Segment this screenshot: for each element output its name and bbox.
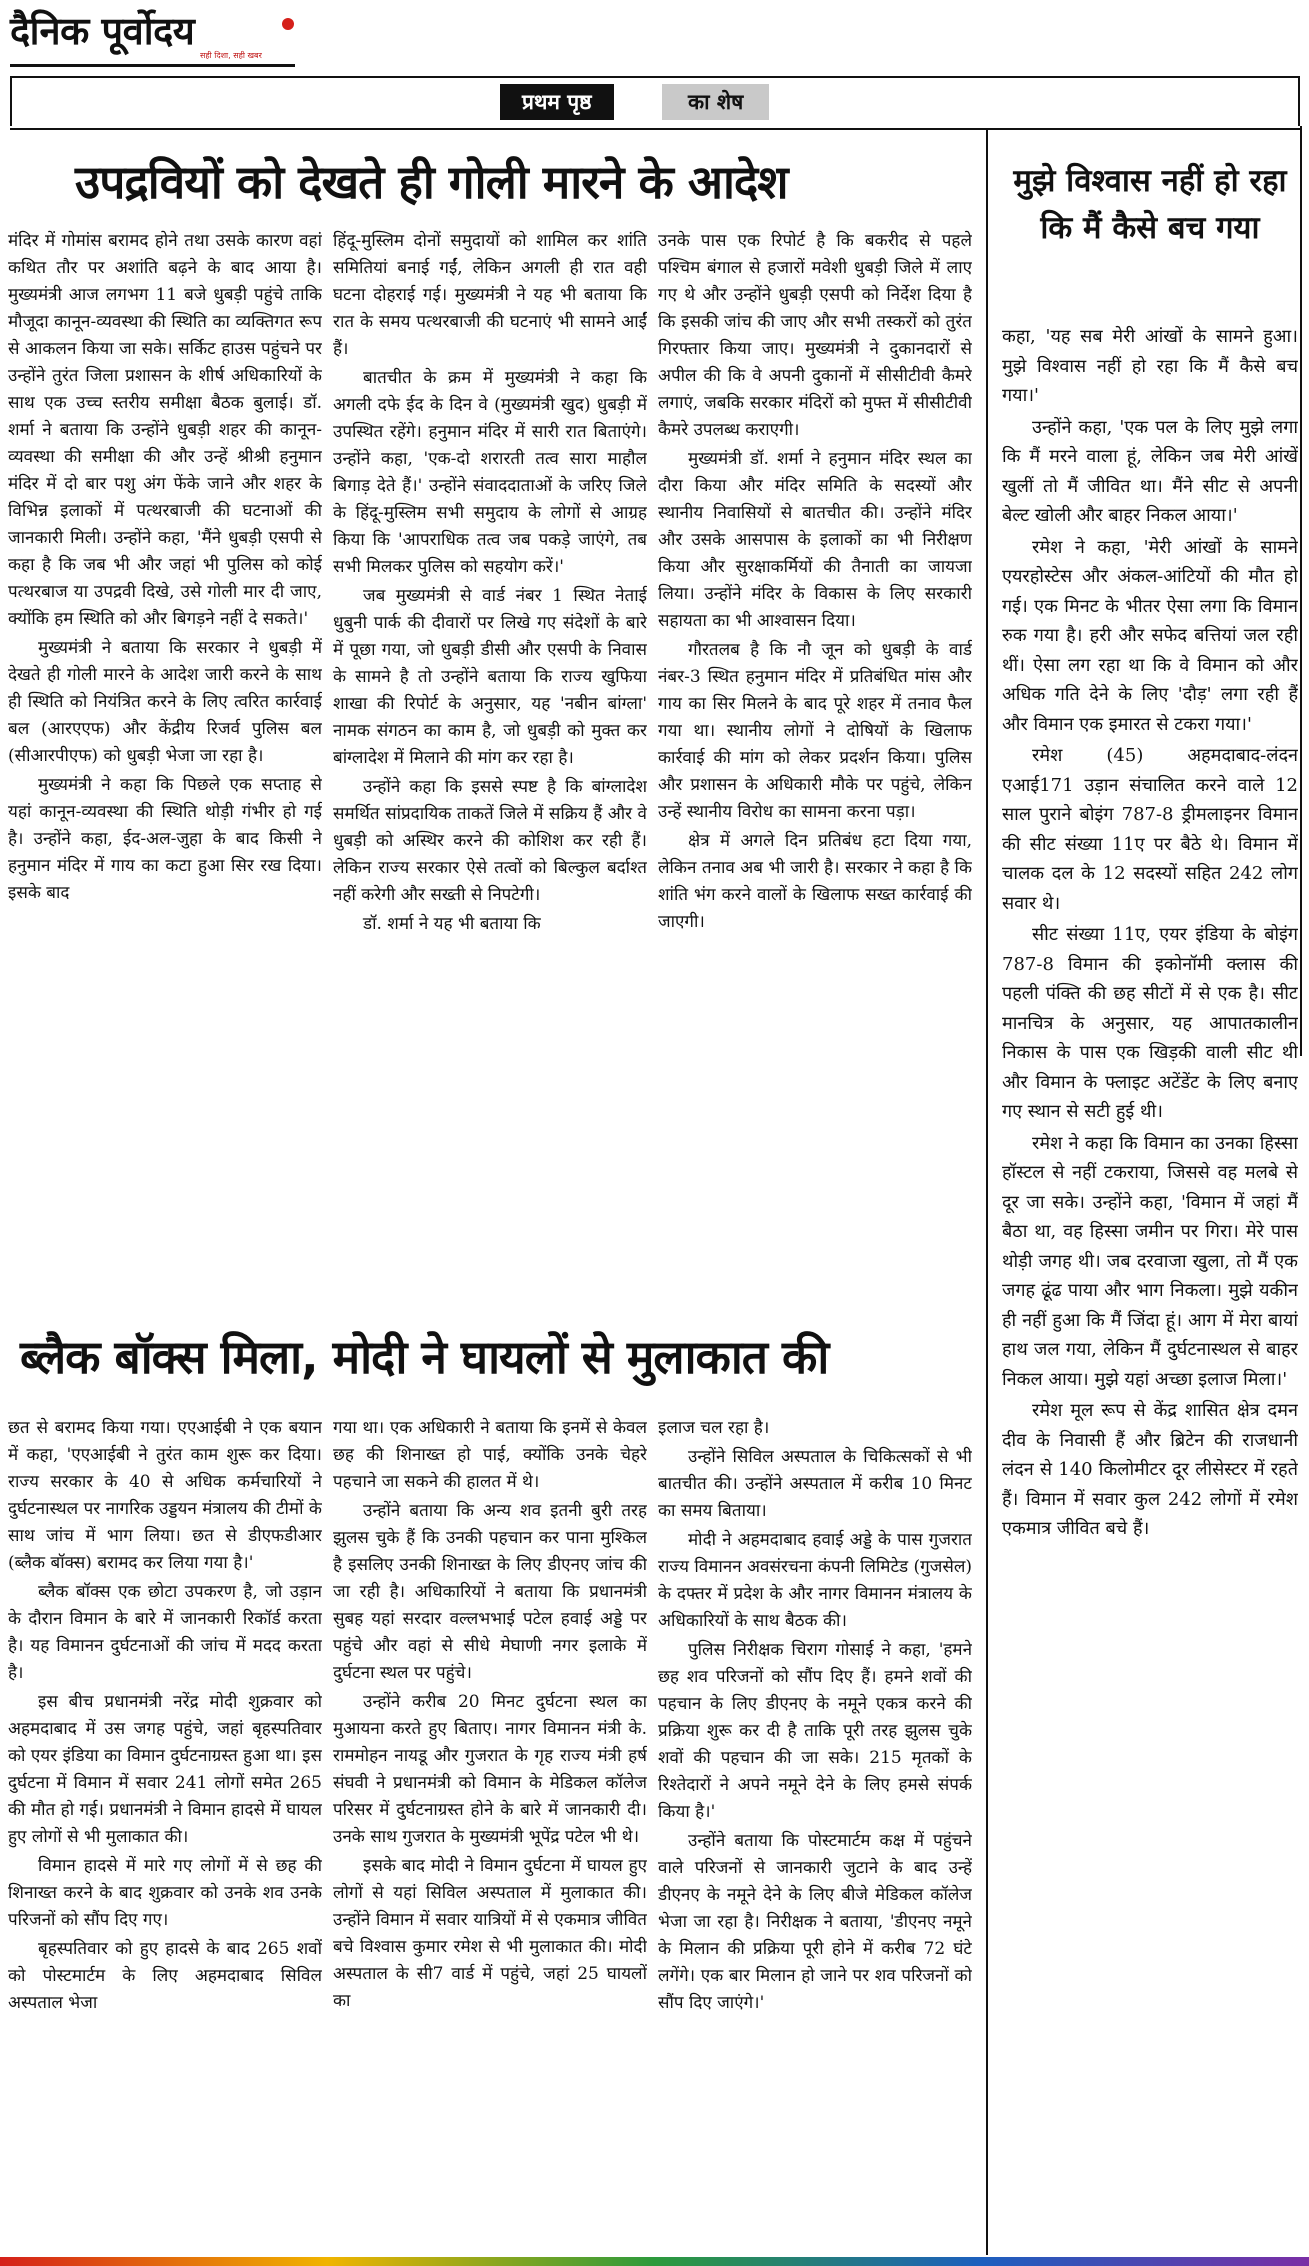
story1-column-3 bbox=[658, 228, 972, 1298]
story2-column-3 bbox=[658, 1415, 972, 2255]
sidebar-divider bbox=[986, 130, 988, 2255]
section-banner bbox=[10, 76, 1300, 130]
footer-color-strip bbox=[0, 2257, 1309, 2266]
masthead bbox=[10, 0, 310, 80]
paragraph: उनके पास एक रिपोर्ट है कि बकरीद से पहले पश्चिम बंगाल से हजारों मवेशी धुबड़ी जिले में लाए गए थे और उन्होंने धुबड़ी एसपी को निर्देश दिया है कि इसकी जांच की जाए और सभी तस्करों को तुरंत गिरफ्तार किया जाए। मुख्यमंत्री ने दुकानदारों से अपील की कि वे अपनी दुकानों में सीसीटीवी कैमरे लगाएं, जबकि सरकार मंदिरों को मुफ्त में सीसीटीवी कैमरे उपलब्ध कराएगी। bbox=[658, 231, 972, 440]
logo-sun-icon bbox=[282, 18, 294, 30]
paragraph: मुख्यमंत्री ने बताया कि सरकार ने धुबड़ी में देखते ही गोली मारने के आदेश जारी करने के साथ ही स्थिति को नियंत्रित करने के लिए त्वरित कार्रवाई बल (आरएएफ) और केंद्रीय रिजर्व पुलिस बल (सीआरपीएफ) को धुबड़ी भेजा जा रहा है। bbox=[8, 638, 322, 766]
story2-headline: ब्लैक बॉक्स मिला, मोदी ने घायलों से मुलाकात की bbox=[20, 1330, 829, 1384]
paragraph: ब्लैक बॉक्स एक छोटा उपकरण है, जो उड़ान के दौरान विमान के बारे में जानकारी रिकॉर्ड करता है। यह विमानन दुर्घटनाओं की जांच में मदद करता है। bbox=[8, 1582, 322, 1683]
paragraph: क्षेत्र में अगले दिन प्रतिबंध हटा दिया गया, लेकिन तनाव अब भी जारी है। सरकार ने कहा है कि शांति भंग करने वालों के खिलाफ सख्त कार्रवाई की जाएगी। bbox=[658, 831, 972, 932]
paragraph: गौरतलब है कि नौ जून को धुबड़ी के वार्ड नंबर-3 स्थित हनुमान मंदिर में प्रतिबंधित मांस और गाय का सिर मिलने के बाद पूरे शहर में तनाव फैल गया था। स्थानीय लोगों ने दोषियों के खिलाफ कार्रवाई की मांग को लेकर प्रदर्शन किया। पुलिस और प्रशासन के अधिकारी मौके पर पहुंचे, लेकिन उन्हें स्थानीय विरोध का सामना करना पड़ा। bbox=[658, 640, 972, 822]
paragraph: हिंदू-मुस्लिम दोनों समुदायों को शामिल कर शांति समितियां बनाई गईं, लेकिन अगली ही रात वही घटना दोहराई गई। मुख्यमंत्री ने यह भी बताया कि रात के समय पत्थरबाजी की घटनाएं भी सामने आईं हैं। bbox=[333, 231, 647, 359]
paragraph: उन्होंने कहा कि इससे स्पष्ट है कि बांग्लादेश समर्थित सांप्रदायिक ताकतें जिले में सक्रिय हैं और वे धुबड़ी को अस्थिर करने की कोशिश कर रही हैं। लेकिन राज्य सरकार ऐसे तत्वों को बिल्कुल बर्दाश्त नहीं करेगी और सख्ती से निपटेगी। bbox=[333, 777, 647, 905]
paragraph: उन्होंने कहा, 'एक पल के लिए मुझे लगा कि मैं मरने वाला हूं, लेकिन जब मेरी आंखें खुलीं तो मैं जीवित था। मैंने सीट से अपनी बेल्ट खोली और बाहर निकल आया।' bbox=[1002, 416, 1298, 526]
paragraph: डॉ. शर्मा ने यह भी बताया कि bbox=[363, 914, 541, 934]
paragraph: बृहस्पतिवार को हुए हादसे के बाद 265 शवों को पोस्टमार्टम के लिए अहमदाबाद सिविल अस्पताल भेजा bbox=[8, 1939, 322, 2013]
paragraph: विमान हादसे में मारे गए लोगों में से छह की शिनाख्त करने के बाद शुक्रवार को उनके शव उनके परिजनों को सौंप दिए गए। bbox=[8, 1856, 322, 1930]
banner-divider bbox=[1298, 78, 1300, 126]
paragraph: रमेश (45) अहमदाबाद-लंदन एआई171 उड़ान संचालित करने वाले 12 साल पुराने बोइंग 787-8 ड्रीमलाइनर विमान की सीट संख्या 11ए पर बैठे थे। विमान में चालक दल के 12 सदस्यों सहित 242 लोग सवार थे। bbox=[1002, 745, 1298, 914]
masthead-tagline: सही दिशा, सही खबर bbox=[200, 51, 262, 60]
paragraph: रमेश ने कहा कि विमान का उनका हिस्सा हॉस्टल से नहीं टकराया, जिससे वह मलबे से दूर जा सके। उन्होंने कहा, 'विमान में जहां मैं बैठा था, वह हिस्सा जमीन पर गिरा। मेरे पास थोड़ी जगह थी। जब दरवाजा खुला, तो मैं एक जगह ढूंढ पाया और भाग निकला। मुझे यकीन ही नहीं हुआ कि मैं जिंदा हूं। आग में मेरा बायां हाथ जल गया, लेकिन मैं दुर्घटनास्थल से बाहर निकल आया। मुझे यहां अच्छा इलाज मिला।' bbox=[1002, 1132, 1298, 1390]
sidebar-headline: मुझे विश्वास नहीं हो रहा कि मैं कैसे बच गया bbox=[1013, 163, 1287, 246]
sidebar-box-edge bbox=[1300, 126, 1302, 1056]
masthead-rule bbox=[10, 64, 295, 67]
paragraph: मंदिर में गोमांस बरामद होने तथा उसके कारण वहां कथित तौर पर अशांति बढ़ने के बाद आया है। मुख्यमंत्री आज लगभग 11 बजे धुबड़ी पहुंचे ताकि मौजूदा कानून-व्यवस्था की स्थिति का व्यक्तिगत रूप से आकलन किया जा सके। सर्किट हाउस पहुंचने पर उन्होंने तुरंत जिला प्रशासन के शीर्ष अधिकारियों के साथ एक उच्च स्तरीय समीक्षा बैठक बुलाई। डॉ. शर्मा ने बताया कि उन्होंने धुबड़ी शहर की कानून-व्यवस्था की समीक्षा की और उन्हें श्रीश्री हनुमान मंदिर में दो बार पशु अंग फेंके जाने और शहर के विभिन्न इलाकों में पत्थरबाजी की घटनाओं की जानकारी मिली। उन्होंने कहा, 'मैंने धुबड़ी एसपी से कहा है कि जब भी और जहां भी पुलिस को कोई पत्थरबाज या उपद्रवी दिखे, उसे गोली मार दी जाए, क्योंकि हम स्थिति को और बिगड़ने नहीं दे सकते।' bbox=[8, 231, 322, 629]
story1-column-1 bbox=[8, 228, 322, 1298]
paragraph: गया था। एक अधिकारी ने बताया कि इनमें से केवल छह की शिनाख्त हो पाई, क्योंकि उनके चेहरे पहचाने जा सकने की हालत में थे। bbox=[333, 1418, 647, 1492]
paragraph: जब मुख्यमंत्री से वार्ड नंबर 1 स्थित नेताई धुबुनी पार्क की दीवारों पर लिखे गए संदेशों के बारे में पूछा गया, जो धुबड़ी डीसी और एसपी के निवास के सामने है तो उन्होंने बताया कि राज्य खुफिया शाखा की रिपोर्ट के अनुसार, यह 'नबीन बांग्ला' नामक संगठन का काम है, जो धुबड़ी को मुक्त कर बांग्लादेश में मिलाने की मांग कर रहा है। bbox=[333, 586, 647, 768]
story2-column-2 bbox=[333, 1415, 647, 2255]
paragraph: छत से बरामद किया गया। एएआईबी ने एक बयान में कहा, 'एएआईबी ने तुरंत काम शुरू कर दिया। राज्य सरकार के 40 से अधिक कर्मचारियों ने दुर्घटनास्थल पर नागरिक उड्डयन मंत्रालय की टीमों के साथ जांच में भाग लिया। छत से डीएफडीआर (ब्लैक बॉक्स) बरामद कर लिया गया है।' bbox=[8, 1418, 322, 1573]
paragraph: इलाज चल रहा है। bbox=[658, 1418, 770, 1438]
paragraph: इस बीच प्रधानमंत्री नरेंद्र मोदी शुक्रवार को अहमदाबाद में उस जगह पहुंचे, जहां बृहस्पतिवार को एयर इंडिया का विमान दुर्घटनाग्रस्त हुआ था। इस दुर्घटना में विमान में सवार 241 लोगों समेत 265 की मौत हो गई। प्रधानमंत्री ने विमान हादसे में घायल हुए लोगों से भी मुलाकात की। bbox=[8, 1692, 322, 1847]
paragraph: मुख्यमंत्री डॉ. शर्मा ने हनुमान मंदिर स्थल का दौरा किया और मंदिर समिति के सदस्यों और स्थानीय निवासियों से बातचीत की। उन्होंने मंदिर और उसके आसपास के इलाकों का भी निरीक्षण किया और सुरक्षाकर्मियों की तैनाती का जायजा लिया। उन्होंने मंदिर के विकास के लिए सरकारी सहायता का भी आश्वासन दिया। bbox=[658, 449, 972, 631]
paragraph: रमेश मूल रूप से केंद्र शासित क्षेत्र दमन दीव के निवासी हैं और ब्रिटेन की राजधानी लंदन से 140 किलोमीटर दूर लीसेस्टर में रहते हैं। विमान में सवार कुल 242 लोगों में रमेश एकमात्र जीवित बचे हैं। bbox=[1002, 1400, 1298, 1539]
paragraph: मोदी ने अहमदाबाद हवाई अड्डे के पास गुजरात राज्य विमानन अवसंरचना कंपनी लिमिटेड (गुजसेल) के दफ्तर में प्रदेश के और नागर विमानन मंत्रालय के अधिकारियों के साथ बैठक की। bbox=[658, 1530, 972, 1631]
paragraph: उन्होंने बताया कि पोस्टमार्टम कक्ष में पहुंचने वाले परिजनों से जानकारी जुटाने के बाद उन्हें डीएनए के नमूने देने के लिए बीजे मेडिकल कॉलेज भेजा जा रहा है। निरीक्षक ने बताया, 'डीएनए नमूने के मिलान की प्रक्रिया पूरी होने में करीब 72 घंटे लगेंगे। एक बार मिलान हो जाने पर शव परिजनों को सौंप दिए जाएंगे।' bbox=[658, 1831, 972, 2013]
story1-column-2 bbox=[333, 228, 647, 1298]
paragraph: इसके बाद मोदी ने विमान दुर्घटना में घायल हुए लोगों से यहां सिविल अस्पताल में मुलाकात की। उन्होंने विमान में सवार यात्रियों में से एकमात्र जीवित बचे विश्वास कुमार रमेश से भी मुलाकात की। मोदी अस्पताल के सी7 वार्ड में पहुंचे, जहां 25 घायलों का bbox=[333, 1856, 647, 2011]
paragraph: उन्होंने सिविल अस्पताल के चिकित्सकों से भी बातचीत की। उन्होंने अस्पताल में करीब 10 मिनट का समय बिताया। bbox=[658, 1447, 972, 1521]
paragraph: बातचीत के क्रम में मुख्यमंत्री ने कहा कि अगली दफे ईद के दिन वे (मुख्यमंत्री खुद) धुबड़ी में उपस्थित रहेंगे। हनुमान मंदिर में सारी रात बिताएंगे। उन्होंने कहा, 'एक-दो शरारती तत्व सारा माहौल बिगाड़ देते हैं।' उन्होंने संवाददाताओं के जरिए जिले के हिंदू-मुस्लिम सभी समुदाय के लोगों से आग्रह किया कि 'आपराधिक तत्व जब पकड़े जाएंगे, तब सभी मिलकर पुलिस को सहयोग करें।' bbox=[333, 368, 647, 577]
section-label: प्रथम पृष्ठ bbox=[500, 84, 614, 120]
paragraph: रमेश ने कहा, 'मेरी आंखों के सामने एयरहोस्टेस और अंकल-आंटियों की मौत हो गई। एक मिनट के भीतर ऐसा लगा कि विमान रुक गया है। हरी और सफेद बत्तियां जल रही थीं। ऐसा लग रहा था कि वे विमान को और अधिक गति देने के लिए 'दौड़' लगा रही हैं और विमान एक इमारत से टकरा गया।' bbox=[1002, 536, 1298, 735]
story1-headline: उपद्रवियों को देखते ही गोली मारने के आदेश bbox=[75, 155, 788, 209]
paragraph: उन्होंने करीब 20 मिनट दुर्घटना स्थल का मुआयना करते हुए बिताए। नागर विमानन मंत्री के. राममोहन नायडू और गुजरात के गृह राज्य मंत्री हर्ष संघवी ने प्रधानमंत्री को विमान के मेडिकल कॉलेज परिसर में दुर्घटनाग्रस्त होने के बारे में जानकारी दी। उनके साथ गुजरात के मुख्यमंत्री भूपेंद्र पटेल भी थे। bbox=[333, 1692, 647, 1847]
masthead-logo[interactable]: दैनिक पूर्वोदय bbox=[10, 9, 195, 53]
paragraph: उन्होंने बताया कि अन्य शव इतनी बुरी तरह झुलस चुके हैं कि उनकी पहचान कर पाना मुश्किल है इसलिए उनकी शिनाख्त के लिए डीएनए जांच की जा रही है। अधिकारियों ने बताया कि प्रधानमंत्री सुबह यहां सरदार वल्लभभाई पटेल हवाई अड्डे पर पहुंचे और वहां से सीधे मेघाणी नगर इलाके में दुर्घटना स्थल पर पहुंचे। bbox=[333, 1501, 647, 1683]
paragraph: कहा, 'यह सब मेरी आंखों के सामने हुआ। मुझे विश्वास नहीं हो रहा कि मैं कैसे बच गया।' bbox=[1002, 326, 1298, 406]
paragraph: मुख्यमंत्री ने कहा कि पिछले एक सप्ताह से यहां कानून-व्यवस्था की स्थिति थोड़ी गंभीर हो गई है। उन्होंने कहा, ईद-अल-जुहा के बाद किसी ने हनुमान मंदिर में गाय का कटा हुआ सिर रख दिया। इसके बाद bbox=[8, 775, 322, 903]
story2-column-1 bbox=[8, 1415, 322, 2255]
sidebar-column bbox=[1002, 322, 1298, 2257]
paragraph: पुलिस निरीक्षक चिराग गोसाई ने कहा, 'हमने छह शव परिजनों को सौंप दिए हैं। हमने शवों की पहचान के लिए डीएनए के नमूने एकत्र करने की प्रक्रिया शुरू कर दी है ताकि पूरी तरह झुलस चुके शवों की पहचान की जा सके। 215 मृतकों के रिश्तेदारों ने अपने नमूने देने के लिए हमसे संपर्क किया है।' bbox=[658, 1640, 972, 1822]
paragraph: सीट संख्या 11ए, एयर इंडिया के बोइंग 787-8 विमान की इकोनॉमी क्लास की पहली पंक्ति की छह सीटों में से एक है। सीट मानचित्र के अनुसार, यह आपातकालीन निकास के पास एक खिड़की वाली सीट थी और विमान के फ्लाइट अटेंडेंट के लिए बनाए गए स्थान से सटी हुई थी। bbox=[1002, 924, 1298, 1122]
banner-divider bbox=[10, 78, 12, 126]
section-sublabel: का शेष bbox=[662, 84, 769, 120]
